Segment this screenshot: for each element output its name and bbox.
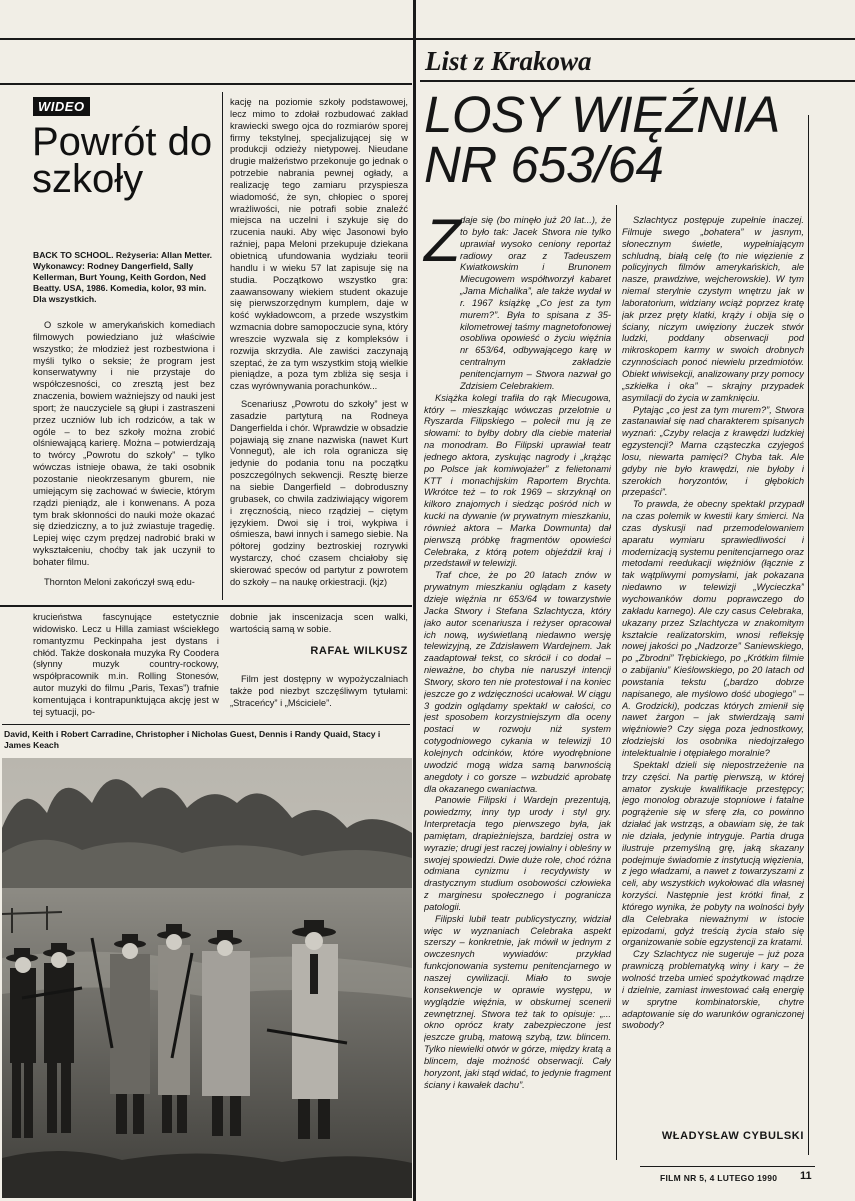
issue-info: FILM NR 5, 4 LUTEGO 1990 bbox=[660, 1173, 778, 1183]
left-column-divider bbox=[222, 92, 223, 600]
right-outer-rule bbox=[808, 115, 809, 1155]
paragraph: dobnie jak inscenizacja scen walki, wartością samą w sobie. bbox=[230, 612, 408, 634]
article-title: Powrót do szkoły bbox=[32, 120, 213, 201]
top-rule bbox=[0, 38, 855, 40]
photo-top-rule bbox=[2, 724, 410, 725]
section-badge: WIDEO bbox=[33, 97, 90, 116]
paragraph: Książka kolegi trafiła do rąk Miecugowa, który – mieszkając wówczas przelotnie u Ryszarda Filipskiego – polecił mu ją ze słowami: to byłby dobry dla ciebie materiał na monodram. Bo Filipski uprawiał teatr jednego aktora, zyskując nagrody i „krążąc po Polsce jak komiwojażer” z felietonami KTT i monachijskim Raportem Brychta. Wkrótce też – to rok 1969 – skrzyknął on kilkoro znajomych i siedząc pośród nich w kucki na dywanie (w prywatnym mieszkaniu, również aktora – Marka Dowmunta) dał pierwszą próbkę fragmentów opowieści Celebraka, z którą potem objeździł kraj i przedstawił w telewizji. bbox=[424, 392, 611, 569]
paragraph: To prawda, że obecny spektakl przypadł na czas polemik w kwestii kary śmierci. Na czas dyskusji nad przemodelowaniem aparatu wymiaru sprawiedliwości i modernizacją systemu penitencjarnego oraz metodami reedukacji więźniów (łącznie z tak wątpliwymi pomysłami, jak pokazana niedawno w telewizji „Wycieczka” wychowanków domu poprawczego do zakładu karnego). Ale czy casus Celebraka, ukazany przez Szlachtycza w znakomitym kształcie realizatorskim, wnosi refleksję nowej jakości po „Nadzorze” Saniewskiego, po „Zbrodni” Trębickiego, po „Krótkim filmie o zabijaniu” Kieślowskiego, po 20 latach od powstania tekstu („bardzo dobrze napisanego, ale myślowo dość ubogiego” – A. Grodzicki), podczas których zmienił się nawet żargon – jak stwierdzają sami więźniowie? Czy sięga poza jednostkowy, złodziejski los osobnika niedojrzałego intelektualnie i otępiałego moralnie? bbox=[622, 499, 804, 758]
author-signature: WŁADYSŁAW CYBULSKI bbox=[661, 1130, 804, 1142]
right-column-divider bbox=[616, 205, 617, 1160]
page-number: 11 bbox=[800, 1170, 812, 1182]
paragraph: O szkole w amerykańskich komediach filmowych powiedziano już właściwie wszystko; że młodzież jest rozbestwiona i myśli tylko o seksie; że program jest konserwatywny i nie przystaje do współczesności, co zresztą jest bez znaczenia, bowiem ważniejszy od nauki jest sport; że nauczyciele są głupi i zastraszeni przez uczniów lub ich rodziców, a tak w ogóle – to bez szkoły można zrobić olśniewającą karierę. Można – potwierdzają to twórcy „Powrotu do szkoły” – tylko wówczas istnieje obawa, że taki osobnik pozostanie nieokrzesanym gburem, nie umiejącym się zachować w świecie, którym rządzi pieniądz, ale i konwenans. A poza tym brak skłonności do nauki może okazać się dziedziczny, a to już zwiastuje tragedię. Lepiej więc czym prędzej nadrobić braki w wykształceniu, choćby tak jak uczynił to bohater filmu. bbox=[33, 320, 215, 567]
section-title: List z Krakowa bbox=[425, 46, 592, 76]
paragraph: daje się (bo minęło już 20 lat...), że to było tak: Jacek Stwora nie tylko uprawiał wysoko ceniony reportaż radiowy oraz z Tadeuszem Kwiatkowskim i Brunonem Miecugowem współtworzył kabaret „Jama Michalika”, ale także wydał w r. 1967 książkę „Co jest za tym murem?”. Była to spisana z 35-kilometrowej taśmy magnetofonowej osobliwa opowieść o życiu więźnia nr 653/64, odbywającego karę w centralnym zakładzie penitencjarnym – Stwora nazwał go Zdzisiem Celebrakiem. bbox=[460, 215, 611, 391]
left-column-4 bbox=[230, 612, 408, 642]
paragraph: Szlachtycz postępuje zupełnie inaczej. Filmuje swego „bohatera” w jasnym, słonecznym świetle, wypełniającym schludną, białą celę (to nie więzienie z policyjnych filmów amerykańskich, ale nasze, prawdziwe, wejcherowskie). W tym niemal sterylnie czystym wnętrzu jak w laboratorium, widziany wciąż poprzez kratę jak przez pręty klatki, krąży i obija się o ściany, niczym uwięziony żuczek stwór ludzki, poddany obserwacji pod mikroskopem karmy w swoich drobnych czynnościach ponoć niewielu przedmiotów. Obiekt wiwisekcji, analizowany przy pomocy „szkiełka i oka” – skrajny przypadek asymilacji do życia w zamknięciu. bbox=[622, 215, 804, 403]
right-column-1 bbox=[424, 207, 611, 1160]
paragraph: Spektakl dzieli się niepostrzeżenie na trzy części. Na partię pierwszą, w której amator zyskuje kwalifikacje przestępcy; jego monolog obrazuje stopniowe i fatalne pogrążenie się w sferę zła, co powinno działać jak wstrząs, a obawiam się, że tak nie działa, jedynie intryguje. Partia druga ilustruje przemyślną grę, jaką skazany podejmuje świadomie z instytucją więzienia, z jego władzami, a nawet z towarzyszami z celi, aby wszystkich wykołować dla własnej korzyści. Następnie jest krótki finał, z którego wynika, że pobyty na wolności były dla Celebraka nieważnymi w istocie epizodami, gdyż treścią życia stało się organizowanie sobie egzystencji za kratami. bbox=[622, 759, 804, 948]
paragraph: Pytając „co jest za tym murem?”, Stwora zastanawiał się nad charakterem spisanych wyznań: „Czyby relacja z krawędzi ludzkiej egzystencji? Marna cząsteczka czyjegoś losu, niewarta pamięci? Chyba tak. Ale gdyby nie było krawędzi, nie byłoby i szerokich horyzontów, i głębokich przepaści”. bbox=[622, 404, 804, 498]
footer-rule bbox=[640, 1166, 815, 1167]
right-section-rule bbox=[420, 80, 855, 82]
paragraph: Czy Szlachtycz nie sugeruje – już poza prawniczą problematyką winy i kary – że wolność trzeba umieć spożytkować mądrze i dzielnie, zamiast inwestować całą energię w sprytne kombinatorskie, chytre adaptowanie się do warunków ograniczonej swobody? bbox=[622, 949, 804, 1031]
left-column-3 bbox=[33, 612, 219, 722]
paragraph: krucieństwa fascynujące estetycznie widowisko. Lecz u Hilla zamiast wściekłego romantyzmu Peckinpaha jest dystans i chłód. Także doskonała muzyka Ry Coodera (słynny muzyk country-rockowy, współpracownik m.in. Rolling Stonesów, autor muzyki do filmu „Paris, Texas”) trafnie komentująca i kontrapunktująca akcję jest w tej sytuacji, po- bbox=[33, 612, 219, 717]
paragraph: Filipski lubił teatr publicystyczny, widział więc w wyznaniach Celebraka aspekt szerszy – konkretnie, jak mówił w jednym z owczesnych wywiadów: przykład funkcjonowania systemu penitencjarnego w naszej cywilizacji. Miało to swoje konsekwencje w oprawie występu, w wyglądzie więźnia, w obskurnej scenerii zewnętrznej. Stwora też tak to opisuje: „... okno oprócz kraty zabezpieczone jest jeszcze grubą, matową szybą, tzw. blincem. Tylko niewielki otwór w górze, między kratą a blincem, daje możność obserwacji. Cały horyzont, jaki stąd widać, to jedynie fragment ściany i kawałek dachu”. bbox=[424, 913, 611, 1090]
page-column-divider bbox=[413, 0, 416, 1201]
film-still-illustration bbox=[2, 758, 412, 1198]
paragraph: Panowie Filipski i Wardejn prezentują, powiedzmy, inny typ urody i styl gry. Interpretacja tego pierwszego była, jak pamiętam, drapieżniejsza, bardziej ostra w wyrazie; drugi jest raczej jowialny i obleśny w swojej spowiedzi. Dwie duże role, choć różna odmiana cynizmu i recydywisty w drastycznym studium osobowości człowieka z marginesu społecznego i pogranicza patologii. bbox=[424, 795, 611, 912]
left-column-1 bbox=[33, 320, 215, 602]
paragraph: kację na poziomie szkoły podstawowej, lecz mimo to zdołał rozbudować zakład krawiecki swego ojca do rozmiarów sporej firmy tekstylnej, specjalizującej się w produkcji odzieży nietypowej. Nieudane drugie małżeństwo przekonuje go jednak o potrzebie nabrania pewnej ogłady, a realizację tego zamiaru przyspiesza wiadomość, że syn, chłopiec o sporej wrażliwości, nie potrafi sobie znaleźć miejsca na uczelni i szykuje się do rzucenia nauki. Aby więc Jasonowi było raźniej, papa Meloni przekupuje dziekana obietnicą ufundowania wydziału teorii handlu i w wieku 57 lat zapisuje się na studia. Początkowo wszystko gra: zaawansowany wiekiem student okazuje się pierwszorzędnym kumplem, daje w kość wykładowcom, a przede wszystkim wzmacnia dobre samopoczucie syna, który wreszcie wyzwala się z kompleksów i rozwija skrzydła. Ale zawiści zaczynają szeptać, że za tym wszystkim stoją wielkie pieniądze, a poza tym zbliża się sesja i czas wyrównywania porachunków... bbox=[230, 97, 408, 392]
drop-cap: Z bbox=[424, 207, 461, 274]
left-article-bottom-rule bbox=[0, 605, 412, 607]
left-column-4-note bbox=[230, 674, 408, 722]
left-header-rule bbox=[0, 83, 412, 85]
paragraph: Film jest dostępny w wypożyczalniach także pod niezbyt szczęśliwym tytułami: „Straceńcy” i „Mściciele”. bbox=[230, 674, 408, 708]
photo-caption: David, Keith i Robert Carradine, Christopher i Nicholas Guest, Dennis i Randy Quaid, Stacy i James Keach bbox=[4, 729, 381, 750]
film-still-photo bbox=[2, 758, 412, 1198]
paragraph: Scenariusz „Powrotu do szkoły” jest w zasadzie partyturą na Rodneya Dangerfielda i chór. Wprawdzie w obsadzie pojawiają się znane nazwiska (nawet Kurt Vonnegut), ale ich rola ogranicza się jedynie do podania tonu na początku poszczególnych sekwencji. Resztę bierze na siebie Dangerfield – dobroduszny grubasek, co chwila zadziwiający wigorem i zręcznością, nieco rządziej – ciętym językiem. Dwoi się i troi, wykpiwa i ośmiesza, bawi innych i samego siebie. Na półtorej godziny beztroskiej rozrywki wystarczy, choć czasem chciałoby się skierować speców od partytur z powrotem do szkoły – na naukę orkiestracji. (kjz) bbox=[230, 399, 408, 587]
paragraph: Thornton Meloni zakończył swą edu- bbox=[44, 576, 195, 587]
right-column-2 bbox=[622, 215, 804, 1125]
headline: LOSY WIĘŹNIA NR 653/64 bbox=[424, 86, 778, 193]
author-signature: RAFAŁ WILKUSZ bbox=[310, 645, 408, 657]
left-column-2 bbox=[230, 97, 408, 602]
paragraph: Traf chce, że po 20 latach znów w prywatnym mieszkaniu oglądam z kasety dzieje więźnia nr 653/64 w towarzystwie Jacka Stwory i Stefana Szlachtycza, który jako autor scenariusza i reżyser opracował ich nową, wyświetlaną niedawno wersję telewizyjną, ze Zdzisławem Wardejnem. Jak zaadaptował tekst, co skrócił i co dodał – nieważne, bo chyba nie naruszył intencji Stwory, skoro ten nie protestował i na koniec jeszcze go z wdzięczności ucałował. W ciągu 3 godzin oglądamy spektakl w całości, co jest sposobem korzystniejszym dla oceny postaci w rozwoju niż system cotygodniowego cykania w telewizji 10 kolejnych odcinków, które wyodrębnione uwodzić mogą widza samą barwnością anegdoty i co gorsze – wzbudzić aprobatę dla okazanego cwaniactwa. bbox=[424, 570, 611, 794]
film-credits: BACK TO SCHOOL. Reżyseria: Allan Metter. Wykonawcy: Rodney Dangerfield, Sally Kellerman, Burt Young, Keith Gordon, Ned Beatty. USA, 1986. Komedia, kolor, 93 min. Dla wszystkich. bbox=[33, 250, 213, 304]
